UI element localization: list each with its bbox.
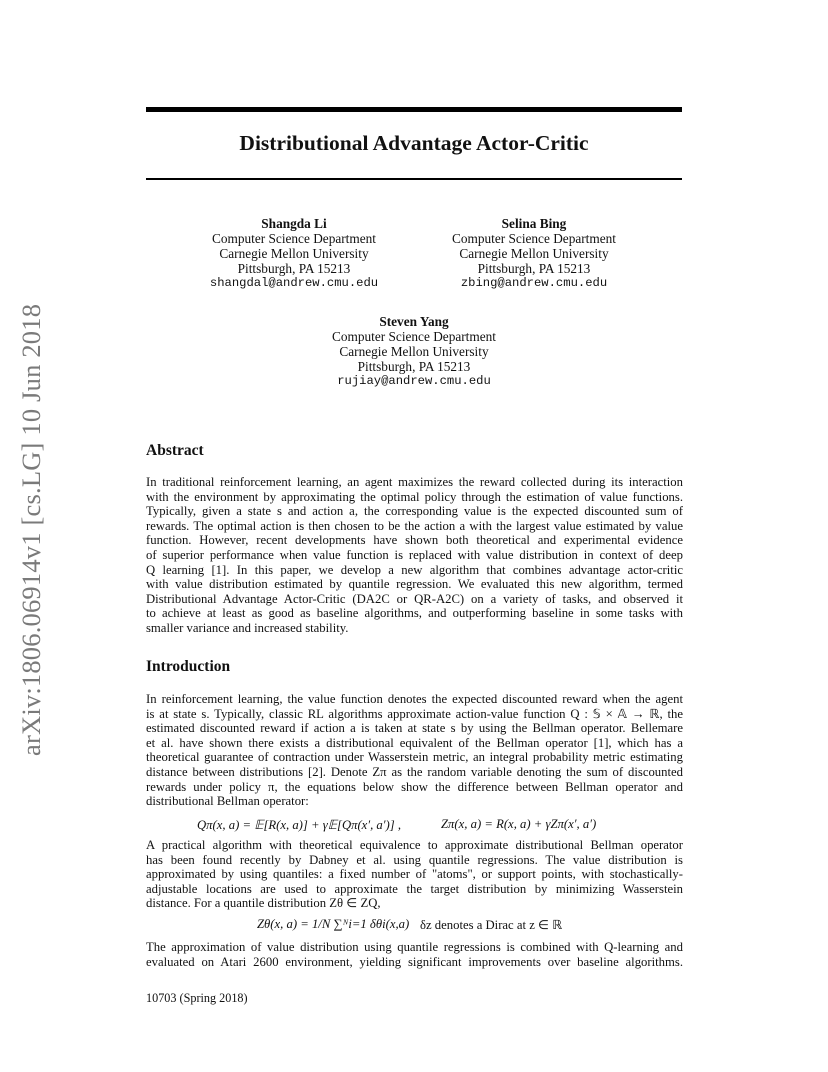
text-line: A practical algorithm with theoretical equivalence to approximate distributional Bellman operator <box>146 838 683 852</box>
introduction-heading: Introduction <box>146 658 231 675</box>
author-block-1 <box>194 216 394 291</box>
text-line: distance between distributions [2]. Denote Zπ as the random variable denoting the sum of discounted <box>146 764 683 779</box>
text-line: function. However, recent developments have shown both theoretical and experimental evidence <box>146 533 683 548</box>
author-department: Computer Science Department <box>212 231 376 246</box>
text-line: In traditional reinforcement learning, an agent maximizes the reward collected during its interaction <box>146 475 683 489</box>
page-footer: 10703 (Spring 2018) <box>146 991 248 1005</box>
abstract-heading: Abstract <box>146 442 204 459</box>
abstract-paragraph <box>146 475 683 636</box>
intro-paragraph-1 <box>146 692 683 809</box>
title-top-rule <box>146 107 682 112</box>
text-line: to achieve at least as good as baseline algorithms, and outperforming baseline in some tasks with <box>146 606 683 621</box>
author-city: Pittsburgh, PA 15213 <box>477 261 591 276</box>
author-university: Carnegie Mellon University <box>339 344 489 359</box>
author-block-3 <box>314 314 514 389</box>
bellman-equation: Qπ(x, a) = 𝔼[R(x, a)] + γ𝔼[Qπ(x′, a′)] , <box>197 818 402 832</box>
text-line: distributional Bellman operator: <box>146 794 309 809</box>
author-email: rujiay@andrew.cmu.edu <box>337 374 491 388</box>
author-name: Shangda Li <box>261 216 327 231</box>
text-line: adjustable locations are used to approximate the target distribution by minimizing Wasserstein <box>146 881 683 896</box>
text-line: of superior performance when value function is replaced with value distribution in context of deep <box>146 547 683 562</box>
distributional-bellman-equation: Zπ(x, a) = R(x, a) + γZπ(x′, a′) <box>441 817 597 831</box>
text-line: estimated discounted reward if action a is taken at state s by using the Bellman operator. Bellemare <box>146 721 683 736</box>
dirac-definition: δz denotes a Dirac at z ∈ ℝ <box>420 918 563 932</box>
text-line: evaluated on Atari 2600 environment, yielding significant improvements over baseline algorithms. <box>146 954 683 969</box>
text-line: The approximation of value distribution using quantile regressions is combined with Q-learning and <box>146 940 683 954</box>
intro-paragraph-2 <box>146 838 683 911</box>
text-line: has been found recently by Dabney et al. using quantile regressions. The value distribution is <box>146 852 683 867</box>
author-email: zbing@andrew.cmu.edu <box>460 276 608 290</box>
author-department: Computer Science Department <box>332 329 496 344</box>
text-line: Distributional Advantage Actor-Critic (DA2C or QR-A2C) on a variety of tasks, and observed it <box>146 591 683 606</box>
title-bottom-rule <box>146 178 682 180</box>
text-line: approximated by using quantiles: a fixed number of "atoms", or support points, with stochastically- <box>146 867 683 882</box>
author-university: Carnegie Mellon University <box>219 246 369 261</box>
text-line: Q learning [1]. In this paper, we develop a new algorithm that combines advantage actor-critic <box>146 562 683 577</box>
text-line: is at state s. Typically, classic RL algorithms approximate action-value function Q : 𝕊 × 𝔸 → ℝ, the <box>146 706 683 721</box>
text-line: distance. For a quantile distribution Zθ ∈ ZQ, <box>146 896 381 911</box>
text-line: theoretical guarantee of contraction under Wasserstein metric, an integral probability metric estimating <box>146 750 683 765</box>
author-city: Pittsburgh, PA 15213 <box>237 261 351 276</box>
author-name: Steven Yang <box>379 314 449 329</box>
text-line: In reinforcement learning, the value function denotes the expected discounted reward when the agent <box>146 692 683 706</box>
author-email: shangdal@andrew.cmu.edu <box>209 276 379 290</box>
text-line: rewards under policy π, the equations below show the difference between Bellman operator and <box>146 779 683 794</box>
paper-title: Distributional Advantage Actor-Critic <box>239 131 589 155</box>
arxiv-identifier: arXiv:1806.06914v1 [cs.LG] 10 Jun 2018 <box>16 303 46 756</box>
text-line: with value distribution estimated by quantile regression. We evaluated this new algorithm, termed <box>146 577 683 592</box>
author-name: Selina Bing <box>501 216 567 231</box>
text-line: smaller variance and increased stability. <box>146 620 349 635</box>
quantile-distribution-equation: Zθ(x, a) = 1/N ∑ᴺi=1 δθi(x,a) <box>257 917 410 931</box>
author-department: Computer Science Department <box>452 231 616 246</box>
author-city: Pittsburgh, PA 15213 <box>357 359 471 374</box>
author-block-2 <box>434 216 634 291</box>
text-line: with the environment by approximating the optimal policy through the estimation of value functions. <box>146 489 683 504</box>
text-line: et al. have shown there exists a distributional equivalent of the Bellman operator [1], which has a <box>146 735 683 750</box>
text-line: Typically, given a state s and action a, the corresponding value is the expected discounted sum of <box>146 504 683 519</box>
text-line: rewards. The optimal action is then chosen to be the action a with the largest value estimated by value <box>146 518 683 533</box>
intro-paragraph-3 <box>146 940 683 969</box>
author-university: Carnegie Mellon University <box>459 246 609 261</box>
